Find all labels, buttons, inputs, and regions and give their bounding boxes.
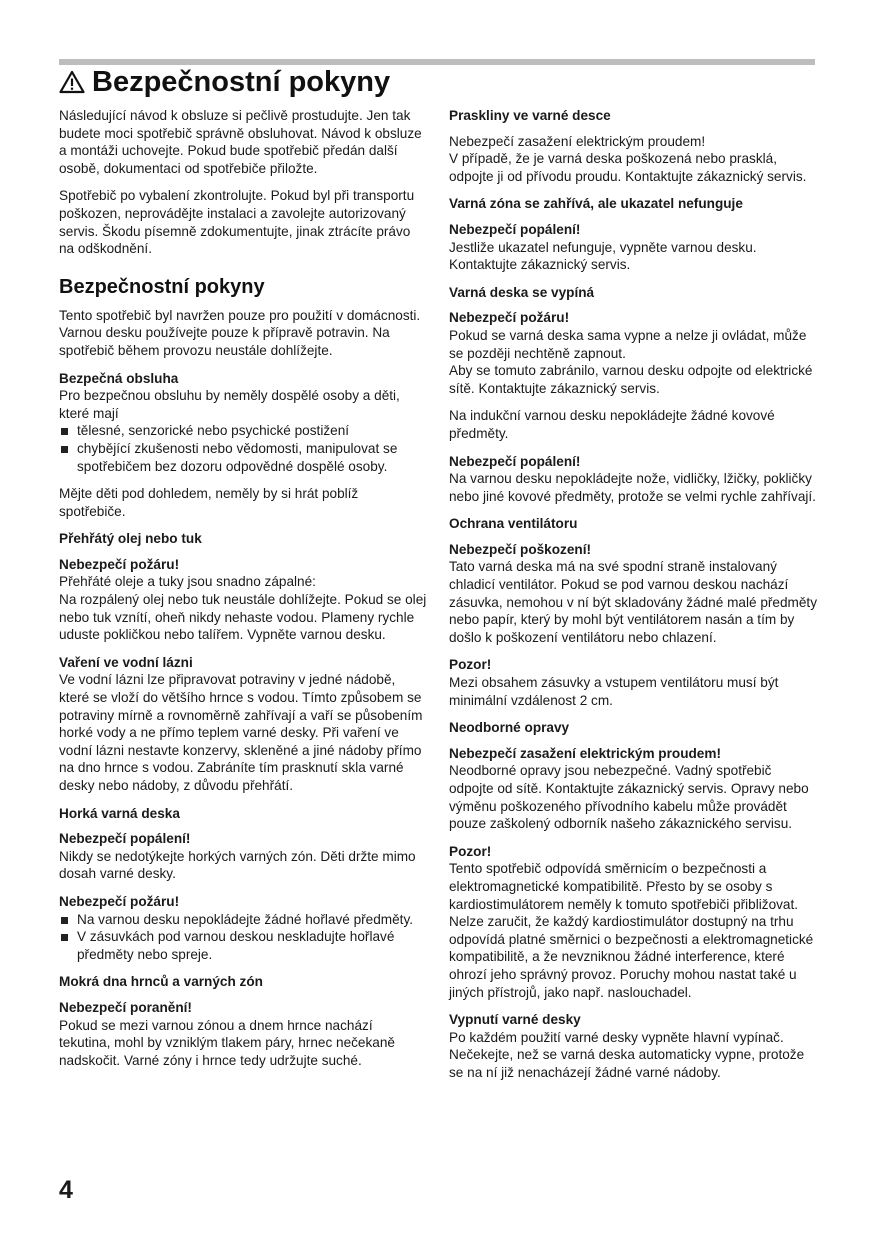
list-item: Na varnou desku nepokládejte žádné hořlavé předměty. [59, 911, 427, 929]
page-title [59, 64, 390, 100]
subheading-indicator: Varná zóna se zahřívá, ale ukazatel nefunguje [449, 196, 743, 212]
paragraph: Neodborné opravy jsou nebezpečné. Vadný spotřebič odpojte od sítě. Kontaktujte zákaznický servis. Opravy nebo výměnu poškozeného přívodního kabelu může provádět pouze zaškolený odborník našeho zákaznického servisu. [449, 763, 809, 832]
subheading-hot-hob: Horká varná deska [59, 805, 180, 821]
section-heading: Bezpečnostní pokyny [59, 275, 265, 298]
paragraph: Na varnou desku nepokládejte nože, vidličky, lžičky, pokličky nebo jiné kovové předměty, protože se velmi rychle zahřívají. [449, 471, 816, 504]
paragraph: Mějte děti pod dohledem, neměly by si hrát poblíž spotřebiče. [59, 486, 359, 519]
page-number: 4 [59, 1176, 73, 1204]
danger-label: Nebezpečí zasažení elektrickým proudem! [449, 133, 706, 149]
subheading-switch-off: Vypnutí varné desky [449, 1012, 581, 1028]
danger-label: Nebezpečí popálení! [449, 221, 581, 237]
section-intro: Tento spotřebič byl navržen pouze pro použití v domácnosti. Varnou desku používejte pouze k přípravě potravin. Na spotřebič během provozu neustále dohlížejte. [59, 307, 421, 358]
subheading-switches-off: Varná deska se vypíná [449, 284, 595, 300]
danger-label: Nebezpečí poranění! [59, 999, 192, 1015]
subheading-repairs: Neodborné opravy [449, 720, 570, 736]
page-title-text: Bezpečnostní pokyny [92, 66, 391, 98]
subheading-fan: Ochrana ventilátoru [449, 516, 578, 532]
warning-triangle-icon [59, 70, 85, 94]
paragraph: Pokud se mezi varnou zónou a dnem hrnce nachází tekutina, mohl by vzniklým tlakem páry, hrnec nečekaně nadskočit. Varné zóny i hrnce tedy udržujte suché. [59, 1017, 395, 1068]
list-item: V zásuvkách pod varnou deskou neskladujte hořlavé předměty nebo spreje. [59, 928, 427, 963]
list-item: chybějící zkušenosti nebo vědomosti, manipulovat se spotřebičem bez dozoru odpovědné dospělé osoby. [59, 440, 427, 475]
paragraph: Nikdy se nedotýkejte horkých varných zón. Děti držte mimo dosah varné desky. [59, 848, 416, 882]
subheading-wet-bottoms: Mokrá dna hrnců a varných zón [59, 974, 263, 990]
danger-label: Nebezpečí zasažení elektrickým proudem! [449, 745, 721, 761]
paragraph: Na rozpálený olej nebo tuk neustále dohlížejte. Pokud se olej nebo tuk vznítí, oheň nikdy nehaste vodou. Plameny rychle uduste pokličkou nebo talířem. Vypněte varnou desku. [59, 592, 427, 643]
right-column [449, 107, 817, 1092]
subheading-overheated-oil: Přehřátý olej nebo tuk [59, 531, 202, 547]
danger-label: Nebezpečí požáru! [449, 310, 570, 326]
subheading-safe-operation: Bezpečná obsluha [59, 370, 179, 386]
paragraph: Tato varná deska má na své spodní straně instalovaný chladicí ventilátor. Pokud se pod varnou deskou nachází zásuvka, nemohou v ní být skladovány žádné malé předměty nebo papír, který by mohl být ventilátorem nasán a tím by došlo k poškození ventilátoru nebo chlazení. [449, 559, 817, 645]
danger-label: Nebezpečí popálení! [449, 453, 581, 469]
paragraph: Aby se tomuto zabránilo, varnou desku odpojte od elektrické sítě. Kontaktujte zákaznický servis. [449, 363, 813, 396]
caution-label: Pozor! [449, 657, 492, 673]
caution-label: Pozor! [449, 843, 492, 859]
subheading-cracks: Praskliny ve varné desce [449, 108, 611, 123]
list-item: tělesné, senzorické nebo psychické postižení [59, 422, 427, 440]
paragraph: Ve vodní lázni lze připravovat potraviny v jedné nádobě, které se vloží do většího hrnce s vodou. Tímto způsobem se potraviny mírně a rovnoměrně zahřívají a vaří se působením horké vody a ne přímo teplem varné desky. Při vaření ve vodní lázni nestavte konzervy, skleněné a jiné nádoby přímo na dno hrnce s vodou. Zabráníte tím prasknutí skla varné desky nebo nádoby, z důvodu přehřátí. [59, 672, 423, 793]
paragraph: Na indukční varnou desku nepokládejte žádné kovové předměty. [449, 408, 775, 441]
danger-label: Nebezpečí poškození! [449, 541, 592, 557]
left-column [59, 107, 427, 1079]
bullet-list [59, 911, 427, 964]
intro-paragraph: Následující návod k obsluze si pečlivě prostudujte. Jen tak budete moci spotřebič správně obsluhovat. Návod k obsluze a montáži uchovejte. Pokud bude spotřebič předán další osobě, dokumentaci od spotřebiče přiložte. [59, 108, 422, 176]
danger-label: Nebezpečí popálení! [59, 831, 191, 847]
subheading-water-bath: Vaření ve vodní lázni [59, 654, 193, 670]
paragraph: Přehřáté oleje a tuky jsou snadno zápalné: [59, 574, 316, 590]
paragraph: Jestliže ukazatel nefunguje, vypněte varnou desku. Kontaktujte zákaznický servis. [449, 239, 757, 273]
paragraph: Mezi obsahem zásuvky a vstupem ventilátoru musí být minimální vzdálenost 2 cm. [449, 675, 779, 708]
paragraph: Pokud se varná deska sama vypne a nelze ji ovládat, může se později nechtěně zapnout. [449, 327, 807, 361]
bullet-list [59, 422, 427, 475]
paragraph: Pro bezpečnou obsluhu by neměly dospělé osoby a děti, které mají [59, 388, 400, 421]
danger-label: Nebezpečí požáru! [59, 556, 180, 572]
intro-paragraph: Spotřebič po vybalení zkontrolujte. Pokud byl při transportu poškozen, neprovádějte instalaci a zavolejte autorizovaný servis. Škodu písemně zdokumentujte, jinak ztrácíte právo na odškodnění. [59, 188, 415, 257]
paragraph: Po každém použití varné desky vypněte hlavní vypínač. Nečekejte, než se varná deska automaticky vypne, protože se na ní již nenacházejí žádné varné nádoby. [449, 1029, 805, 1080]
paragraph: V případě, že je varná deska poškozená nebo prasklá, odpojte ji od přívodu proudu. Kontaktujte zákaznický servis. [449, 151, 807, 184]
paragraph: Tento spotřebič odpovídá směrnicím o bezpečnosti a elektromagnetické kompatibilitě. Přesto by se osoby s kardiostimulátorem neměly k tomuto spotřebiči přibližovat. Nelze zaručit, že každý kardiostimulátor dostupný na trhu odpovídá platné směrnici o bezpečnosti a elektromagnetické kompatibilitě, a že nevzniknou žádné interference, které ohrozí jeho správný provoz. Poruchy mohou nastat také u jiných přístrojů, jako např. naslouchadel. [449, 861, 814, 1000]
danger-label: Nebezpečí požáru! [59, 893, 180, 909]
